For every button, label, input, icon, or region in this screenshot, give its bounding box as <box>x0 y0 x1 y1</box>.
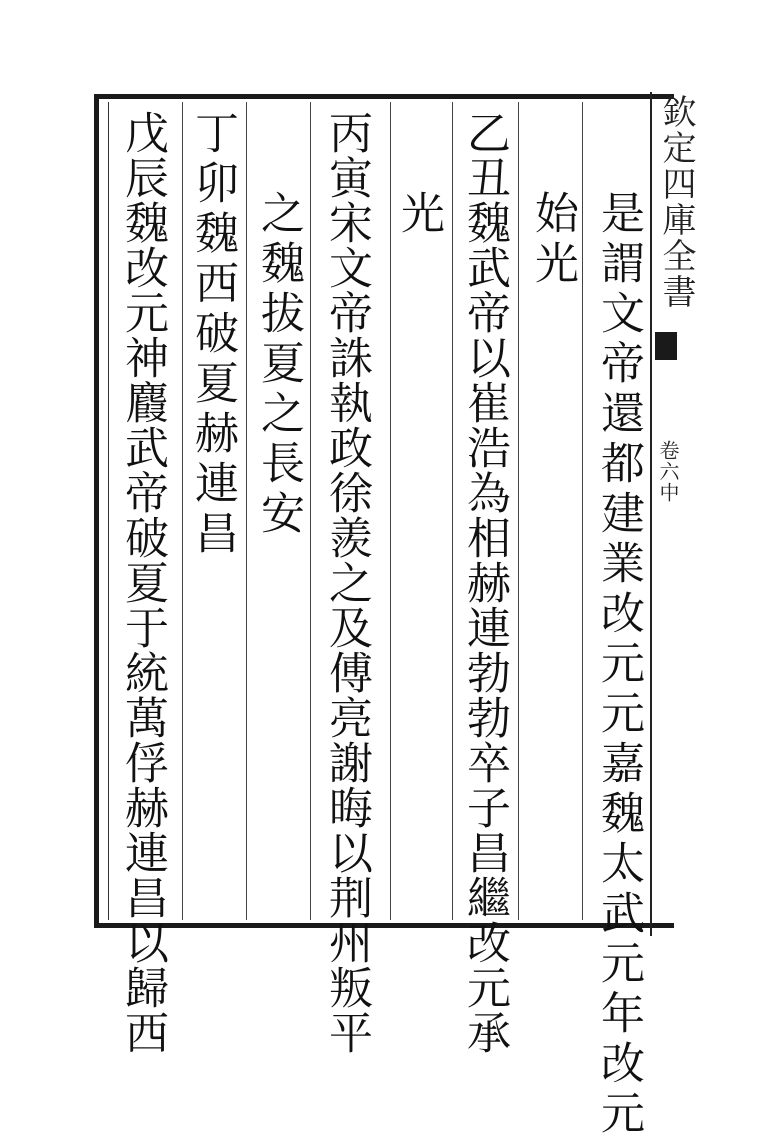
column-divider <box>310 102 311 920</box>
text-column-8: 戊辰魏改元神麚武帝破夏于統萬俘赫連昌以歸西 <box>117 110 168 1055</box>
chapter-label: 卷六中 <box>656 440 680 503</box>
page-border <box>94 94 674 928</box>
fishtail-mark <box>655 332 677 360</box>
text-column-5: 丙寅宋文帝誅執政徐羨之及傅亮謝晦以荆州叛平 <box>321 110 372 1055</box>
column-divider <box>582 102 583 920</box>
text-column-4: 光 <box>393 190 444 240</box>
column-divider <box>182 102 183 920</box>
text-column-7: 丁卯魏西破夏赫連昌 <box>187 110 238 560</box>
column-divider <box>452 102 453 920</box>
text-column-6: 之魏拔夏之長安 <box>253 190 304 540</box>
text-column-2: 始光 <box>527 190 578 290</box>
text-column-1: 是謂文帝還都建業改元元嘉魏太武元年改元 <box>593 190 644 1140</box>
column-divider <box>518 102 519 920</box>
column-divider <box>246 102 247 920</box>
inner-border-rule <box>108 102 109 920</box>
text-column-3: 乙丑魏武帝以崔浩為相赫連勃勃卒子昌繼改元承 <box>459 110 510 1055</box>
book-title: 欽定四庫全書 <box>656 94 696 310</box>
column-divider <box>390 102 391 920</box>
